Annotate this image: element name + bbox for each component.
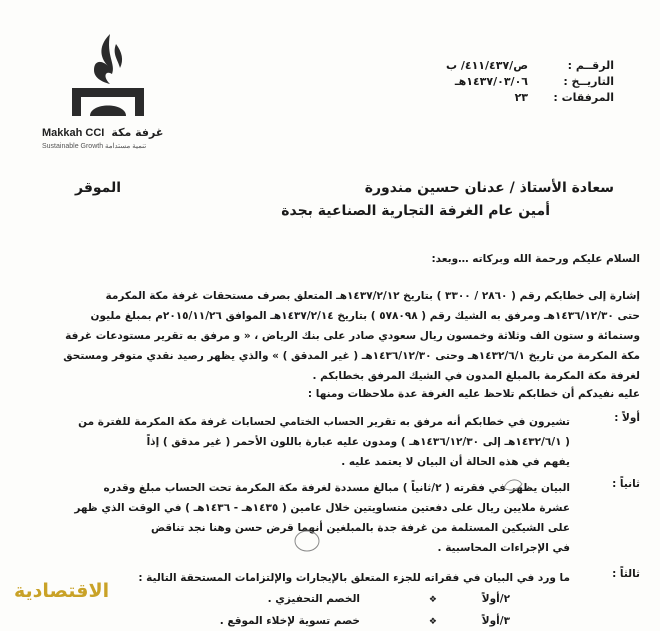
org-name: Makkah CCI غرفة مكة xyxy=(42,126,164,139)
bullet-icon: ❖ xyxy=(428,617,437,627)
note-line: تشيرون في خطابكم أنه مرفق به تقرير الحساب الختامي لحسابات غرفة مكة المكرمة للفترة من xyxy=(78,416,570,428)
letterhead-logo xyxy=(38,30,168,160)
addressee-name: سعادة الأستاذ / عدنان حسين مندورة xyxy=(364,180,614,196)
pencil-circle-mark-icon xyxy=(292,528,322,554)
greeting: السلام عليكم ورحمة الله وبركاته …وبعد: xyxy=(431,253,640,265)
org-tagline: Sustainable Growth تنمية مستدامة xyxy=(42,143,147,150)
note-line: على الشيكين المستلمة من غرفة جدة بالمبلغين أنهما قرض حسن وهنا نجد تناقض xyxy=(150,522,570,534)
reference-number-row xyxy=(384,58,614,74)
note-item-text xyxy=(36,568,570,588)
reference-date-label: التاريــخ : xyxy=(563,75,614,88)
lead-in: عليه نفيدكم أن خطابكم تلاحظ عليه الغرفة عدة ملاحظات ومنها : xyxy=(307,388,640,400)
subitem-text: الخصم التحفيزي . xyxy=(267,593,360,605)
note-item-label: أولاً : xyxy=(614,412,640,424)
note-item-third xyxy=(36,568,640,588)
reference-number-value: ص/٤١١/٤٣٧/ ب xyxy=(445,59,528,72)
paragraph-line: لغرفة مكة المكرمة بالمبلغ المدون في الشيك المرفق بخطابكم . xyxy=(312,370,640,382)
note-item-label: ثانياً : xyxy=(612,478,640,490)
reference-date-value: ١٤٣٧/٠٣/٠٦هـ xyxy=(454,75,528,88)
pencil-annotation-icon xyxy=(500,474,530,496)
note-line: عشرة ملايين ريال على دفعتين متساويتين خلال عامين ( ١٤٣٥هـ - ١٤٣٦هـ ) في الوقت الذي ظهر xyxy=(74,502,570,514)
note-item-first xyxy=(36,412,640,472)
subitem-ref: ٣/أولاً xyxy=(481,615,510,627)
reference-date-row xyxy=(384,74,614,90)
note-line: يفهم في هذه الحالة أن البيان لا يعتمد عليه . xyxy=(341,456,570,468)
note-item-label: ثالثاً : xyxy=(612,568,640,580)
paragraph-line: حتى ١٤٣٦/١٢/٣٠هـ ومرفق به الشيك رقم ( ٥٧٨٠٩٨ ) بتاريخ ١٤٣٧/٢/١٤هـ الموافق ٢٠١٥/١١/٢٦م بمبلغ مليون xyxy=(90,310,640,322)
note-line: في الإجراءات المحاسبية . xyxy=(437,542,570,554)
chamber-flame-logo-icon xyxy=(66,30,150,122)
addressee-honorific: الموقر xyxy=(75,180,122,196)
note-line: ( ١٤٣٢/٦/١هـ إلى ١٤٣٦/١٢/٣٠هـ ) ومدون عليه عبارة باللون الأحمر ( غير مدقق ) إذاً xyxy=(146,436,570,448)
note-line: البيان يظهر في فقرته ( ٢/ثانياً ) مبالغ مسددة لغرفة مكة المكرمة تحت الحساب مبلغ وقدره xyxy=(103,482,570,494)
reference-attachments-row xyxy=(384,90,614,106)
note-line: ما ورد في البيان في فقراته للجزء المتعلق بالإيجارات والإلتزامات المستحقة التالية : xyxy=(138,572,570,584)
subitem-ref: ٢/أولاً xyxy=(481,593,510,605)
paragraph-line: إشارة إلى خطابكم رقم ( ٢٨٦٠ / ٣٣٠٠ ) بتاريخ ١٤٣٧/٢/١٢هـ المتعلق بصرف مستحقات غرفة مكة المكرمة xyxy=(105,290,640,302)
paragraph-line: مكة المكرمة من تاريخ ١٤٣٢/٦/١هـ وحتى ١٤٣٦/١٢/٣٠هـ ( غير المدقق ) » والذي يظهر رصيد نقدي متوفر ومستحق xyxy=(63,350,640,362)
note-item-text xyxy=(36,412,570,472)
reference-number-label: الرقــم : xyxy=(567,59,614,72)
publisher-watermark: الاقتصادية xyxy=(14,580,110,602)
reference-attachments-label: المرفقات : xyxy=(553,91,614,104)
note-item-second xyxy=(36,478,640,558)
opening-paragraph xyxy=(36,286,640,386)
bullet-icon: ❖ xyxy=(428,595,437,605)
paragraph-line: وستمائة و ستون الف وثلاثة وخمسون ريال سعودي صادر على بنك الرياض ، « و مرفق به تقرير مستودعات غرفة xyxy=(65,330,640,342)
addressee-title: أمين عام الغرفة التجارية الصناعية بجدة xyxy=(281,203,550,219)
subitem-text: خصم تسوية لإخلاء الموقع . xyxy=(219,615,360,627)
reference-block xyxy=(384,58,614,106)
reference-attachments-value: ٢٣ xyxy=(514,91,528,104)
